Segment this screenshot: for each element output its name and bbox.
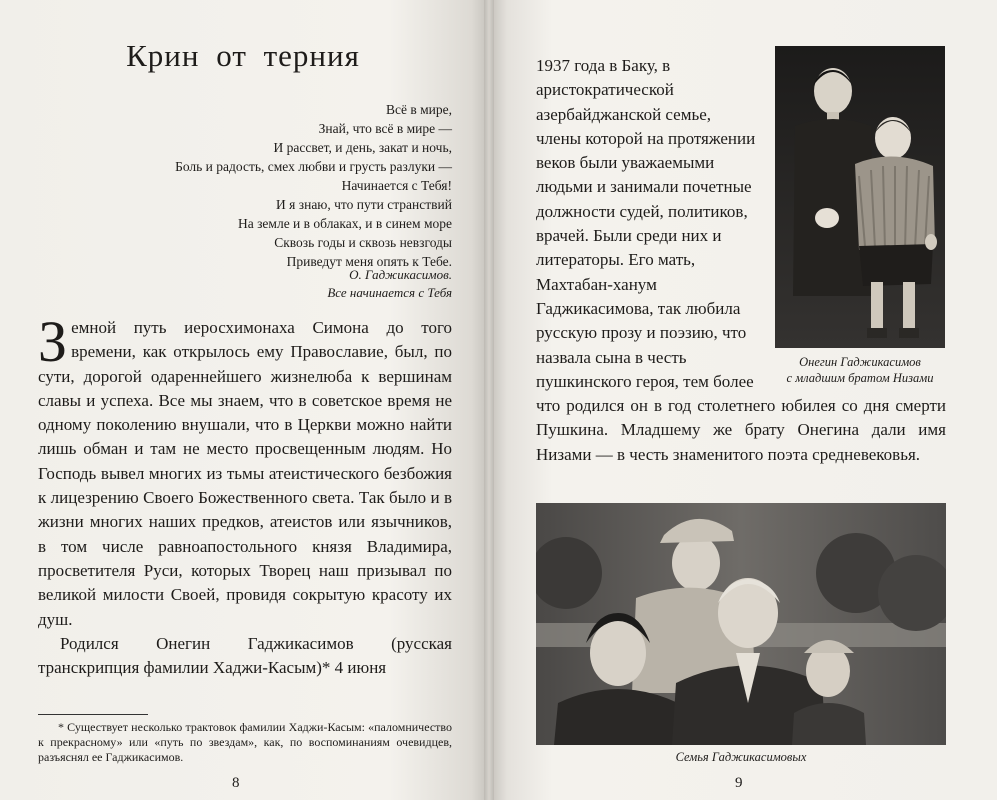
poem-line: И я знаю, что пути странствий (276, 197, 452, 212)
chapter-title: Крин от терния (126, 38, 360, 73)
photo-caption-family: Семья Гаджикасимовых (675, 750, 807, 764)
poem-line: Приведут меня опять к Тебе. (286, 254, 452, 269)
epigraph-poem (175, 100, 452, 271)
book-gutter (484, 0, 494, 800)
photo-family-image (536, 503, 946, 745)
paragraph-1 (38, 309, 452, 632)
caption-line-2: с младшим братом Низами (786, 371, 934, 385)
poem-line: Всё в мире, (386, 102, 452, 117)
photo-two-boys (775, 46, 945, 348)
right-body-text-bottom: что родился он в год столетнего юбилея со дня смерти Пушкина. Младшему же брату Онегина дали имя Низами — в честь знаменитого поэта средневековья. (536, 396, 946, 464)
footnote-rule (38, 714, 148, 715)
attribution-work: Все начинается с Тебя (327, 285, 452, 300)
right-body-text-top: 1937 года в Баку, в аристократической азербайджанской семье, члены которой на протяжении веков были уважаемыми людьми и занимали почетные должности судей, политиков, врачей. Были среди них и литераторы. Его мать, Махтабан-ханум Гаджикасимова, так любила русскую прозу и поэзию, что назвала сына в честь пушкинского героя, тем более (536, 56, 756, 391)
poem-line: Знай, что всё в мире — (318, 121, 452, 136)
paragraph-1-text: емной путь иеросхимонаха Симона до того времени, как открылось ему Православие, был, по сути, дорогой одареннейшего жизнелюба к вершинам славы и успеха. Все мы знаем, что в советское время не одному поколению внушали, что в Церкви можно найти лишь обман и там не место просвещенным людям. Но Господь вывел многих из тьмы атеистического безбожия к лицезрению Своего Божественного света. Так было и в жизни многих наших предков, атеистов или язычников, в том числе равноапостольного князя Владимира, просветителя Руси, которых Творец наш призывал по великой милости Своей, провидя сокрытую красоту их душ. (38, 318, 452, 629)
page-number-left: 8 (232, 775, 240, 791)
paragraph-2: Родился Онегин Гаджикасимов (русская транскрипция фамилии Хаджи-Касым)* 4 июня (38, 633, 452, 678)
caption-line-1: Онегин Гаджикасимов (799, 355, 921, 369)
attribution-author: О. Гаджикасимов. (349, 267, 452, 282)
drop-cap: З (38, 309, 68, 374)
epigraph-attribution (327, 266, 452, 302)
photo-family (536, 503, 946, 745)
photo-two-boys-image (775, 46, 945, 348)
poem-line: И рассвет, и день, закат и ночь, (273, 140, 452, 155)
poem-line: На земле и в облаках, и в синем море (237, 216, 452, 231)
poem-line: Начинается с Тебя! (341, 178, 452, 193)
footnote: * Существует несколько трактовок фамилии Хаджи-Касым: «паломничество к прекрасному» или «путь по звездам», как, по воспоминаниям очевидцев, разъяснял ее Гаджикасимов. (38, 720, 452, 764)
photo-caption-brothers (775, 354, 945, 386)
left-body-text (38, 309, 452, 680)
left-page (0, 0, 486, 800)
poem-line: Сквозь годы и сквозь невзгоды (274, 235, 452, 250)
page-number-right: 9 (735, 775, 743, 791)
poem-line: Боль и радость, смех любви и грусть разлуки — (175, 159, 452, 174)
